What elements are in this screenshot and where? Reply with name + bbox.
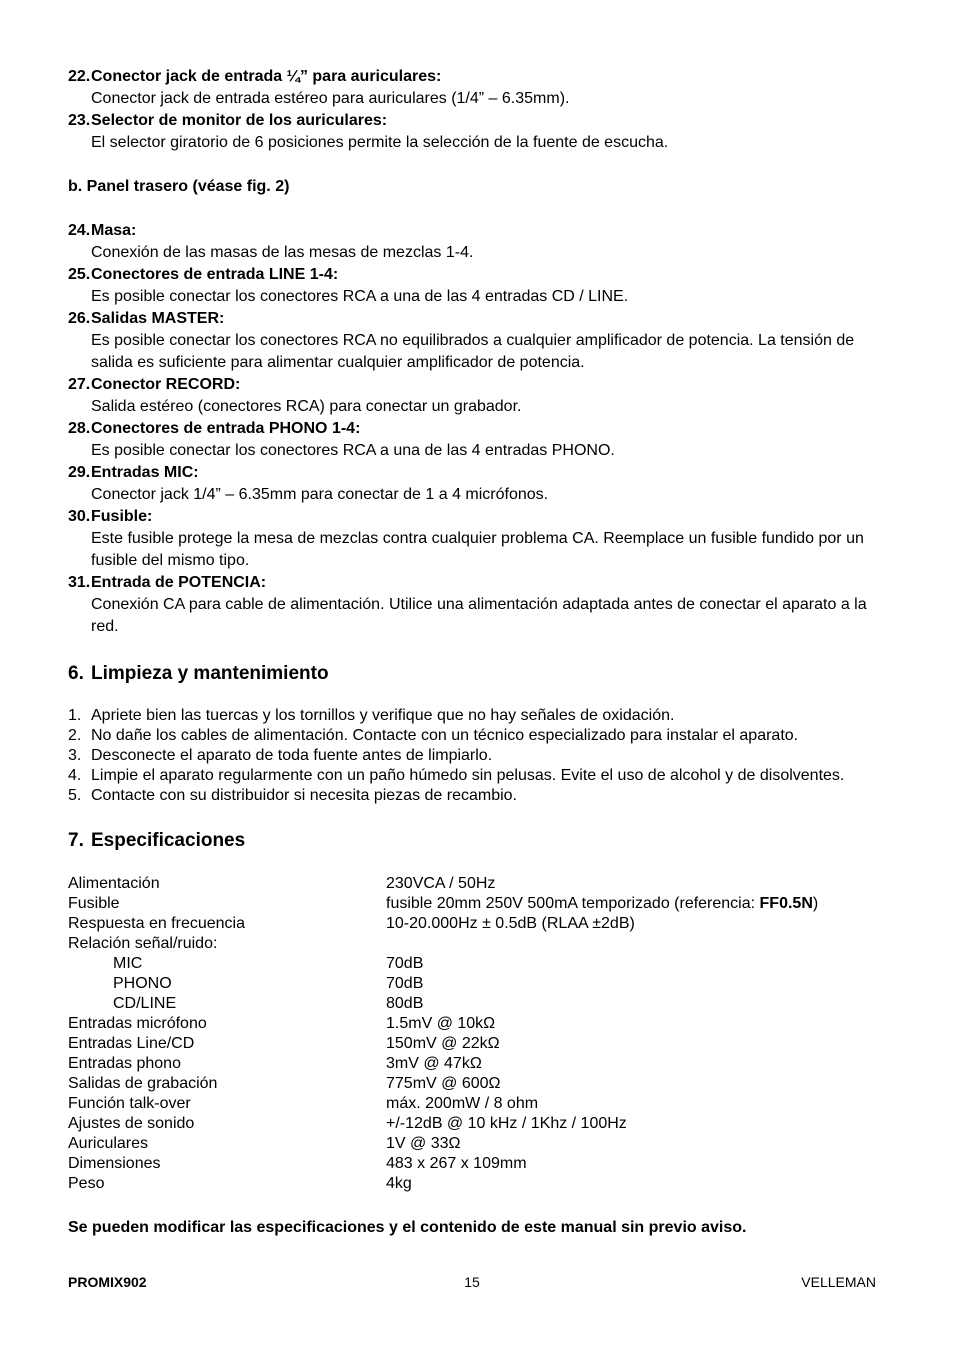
spec-value (386, 974, 423, 994)
spec-value-reference: FF0.5N (759, 895, 813, 912)
spec-row (68, 1174, 868, 1194)
spec-value (386, 994, 423, 1014)
item-number: 31. (68, 574, 91, 591)
item-heading (68, 110, 868, 132)
spec-label: Entradas micrófono (68, 1015, 207, 1032)
item-description: El selector giratorio de 6 posiciones permite la selección de la fuente de escucha. (91, 134, 669, 151)
item-number: 22. (68, 68, 91, 85)
spec-value-text: 4kg (386, 1175, 412, 1192)
spec-label: Auriculares (68, 1135, 149, 1152)
spec-value-text: 3mV @ 47kΩ (386, 1055, 482, 1072)
item-heading (68, 572, 868, 594)
list-item-number: 1. (68, 707, 82, 724)
item-heading (68, 220, 868, 242)
item-title: Selector de monitor de los auriculares: (91, 112, 388, 129)
cleaning-list (68, 706, 868, 806)
item-description: Salida estéreo (conectores RCA) para conectar un grabador. (91, 398, 522, 415)
section-title: Especificaciones (91, 830, 246, 851)
spec-value (386, 874, 495, 894)
item-number: 25. (68, 266, 91, 283)
spec-value-tail: ) (812, 895, 819, 912)
spec-label: Dimensiones (68, 1155, 161, 1172)
item-title: Conector jack de entrada ¼” para auriculares: (91, 68, 442, 85)
spec-value-text: 483 x 267 x 109mm (386, 1155, 527, 1172)
spec-row (68, 1074, 868, 1094)
list-item (68, 786, 868, 806)
spec-label: Salidas de grabación (68, 1075, 218, 1092)
section-heading-specifications (68, 829, 868, 853)
item-heading (68, 374, 868, 396)
spec-value (386, 1114, 627, 1134)
spec-label: Fusible (68, 895, 120, 912)
item-description: Conexión de las masas de las mesas de mezclas 1-4. (91, 244, 474, 261)
spec-label: Entradas phono (68, 1055, 181, 1072)
item-title: Entrada de POTENCIA: (91, 574, 267, 591)
spec-value (386, 1074, 500, 1094)
spec-row (68, 954, 868, 974)
item-title: Masa: (91, 222, 137, 239)
item-number: 29. (68, 464, 91, 481)
list-item (68, 746, 868, 766)
spec-row (68, 874, 868, 894)
spec-table (68, 874, 868, 1194)
footer-model: PROMIX902 (68, 1274, 147, 1290)
spec-value (386, 1054, 482, 1074)
spec-row (68, 934, 868, 954)
spec-row (68, 994, 868, 1014)
item-title: Salidas MASTER: (91, 310, 225, 327)
item-heading (68, 462, 868, 484)
footer-brand: VELLEMAN (801, 1274, 876, 1290)
spec-value-text: 70dB (386, 975, 424, 992)
item-description: Conexión CA para cable de alimentación. Utilice una alimentación adaptada antes de conectar el aparato a la red. (91, 596, 867, 635)
rear-panel-items (68, 220, 868, 638)
spec-value (386, 894, 818, 914)
list-item (68, 766, 868, 786)
spec-value (386, 1154, 527, 1174)
spec-value (386, 1034, 500, 1054)
list-item-text: Limpie el aparato regularmente con un paño húmedo sin pelusas. Evite el uso de alcohol y de disolventes. (91, 767, 845, 784)
item-number: 24. (68, 222, 91, 239)
list-item-text: No dañe los cables de alimentación. Contacte con un técnico especializado para instalar el aparato. (91, 727, 799, 744)
item-description: Es posible conectar los conectores RCA a una de las 4 entradas PHONO. (91, 442, 615, 459)
section-heading-cleaning (68, 662, 868, 686)
front-panel-items (68, 66, 868, 154)
spec-row (68, 1034, 868, 1054)
list-item-number: 2. (68, 727, 82, 744)
spec-row (68, 1054, 868, 1074)
spec-value-text: 80dB (386, 995, 424, 1012)
item-description: Conector jack de entrada estéreo para auriculares (1/4” – 6.35mm). (91, 90, 570, 107)
spec-row (68, 1134, 868, 1154)
spec-label: CD/LINE (113, 995, 177, 1012)
item-description: Conector jack 1/4” – 6.35mm para conectar de 1 a 4 micrófonos. (91, 486, 549, 503)
spec-label: Ajustes de sonido (68, 1115, 195, 1132)
item-description: Es posible conectar los conectores RCA a una de las 4 entradas CD / LINE. (91, 288, 629, 305)
item-number: 27. (68, 376, 91, 393)
spec-value-text: 775mV @ 600Ω (386, 1075, 501, 1092)
section-number: 7. (68, 830, 84, 851)
manual-page (68, 66, 868, 1238)
item-number: 30. (68, 508, 91, 525)
spec-row (68, 1094, 868, 1114)
item-heading (68, 66, 868, 88)
list-item (68, 706, 868, 726)
spec-value-text: fusible 20mm 250V 500mA temporizado (referencia: (386, 895, 760, 912)
item-title: Conector RECORD: (91, 376, 241, 393)
spec-row (68, 1154, 868, 1174)
spec-value-text: 230VCA / 50Hz (386, 875, 496, 892)
spec-value (386, 1134, 460, 1154)
item-title: Fusible: (91, 508, 153, 525)
list-item-text: Apriete bien las tuercas y los tornillos y verifique que no hay señales de oxidación. (91, 707, 675, 724)
list-item-text: Contacte con su distribuidor si necesita piezas de recambio. (91, 787, 517, 804)
spec-value-text: 150mV @ 22kΩ (386, 1035, 500, 1052)
spec-value-text: 70dB (386, 955, 424, 972)
spec-row (68, 974, 868, 994)
list-item-text: Desconecte el aparato de toda fuente antes de limpiarlo. (91, 747, 493, 764)
spec-value (386, 1094, 538, 1114)
item-number: 28. (68, 420, 91, 437)
item-heading (68, 418, 868, 440)
subsection-rear-panel-heading: b. Panel trasero (véase fig. 2) (68, 178, 290, 195)
item-heading (68, 308, 868, 330)
item-number: 26. (68, 310, 91, 327)
spec-value (386, 1014, 495, 1034)
item-description: Este fusible protege la mesa de mezclas contra cualquier problema CA. Reemplace un fusible fundido por un fusible del mismo tipo. (91, 530, 864, 569)
spec-label: Respuesta en frecuencia (68, 915, 245, 932)
spec-row (68, 1114, 868, 1134)
section-title: Limpieza y mantenimiento (91, 663, 329, 684)
item-title: Conectores de entrada LINE 1-4: (91, 266, 339, 283)
item-title: Entradas MIC: (91, 464, 199, 481)
item-description: Es posible conectar los conectores RCA no equilibrados a cualquier amplificador de potencia. La tensión de salida es suficiente para alimentar cualquier amplificador de potencia. (91, 332, 855, 371)
item-title: Conectores de entrada PHONO 1-4: (91, 420, 361, 437)
spec-label: Entradas Line/CD (68, 1035, 195, 1052)
spec-row (68, 894, 868, 914)
item-number: 23. (68, 112, 91, 129)
spec-value-text: 1V @ 33Ω (386, 1135, 461, 1152)
spec-value-text: 1.5mV @ 10kΩ (386, 1015, 496, 1032)
spec-value-text: 10-20.000Hz ± 0.5dB (RLAA ±2dB) (386, 915, 635, 932)
spec-row (68, 914, 868, 934)
spec-label: Peso (68, 1175, 105, 1192)
spec-label: Función talk-over (68, 1095, 191, 1112)
footer-page-number: 15 (464, 1274, 480, 1290)
item-heading (68, 506, 868, 528)
spec-value (386, 914, 635, 934)
spec-value (386, 1174, 412, 1194)
list-item (68, 726, 868, 746)
item-heading (68, 264, 868, 286)
list-item-number: 5. (68, 787, 82, 804)
change-notice: Se pueden modificar las especificaciones y el contenido de este manual sin previo aviso. (68, 1219, 747, 1236)
page-footer (68, 1274, 876, 1290)
section-cleaning (68, 662, 868, 806)
spec-label: PHONO (113, 975, 172, 992)
spec-value (386, 954, 423, 974)
spec-label: MIC (113, 955, 143, 972)
spec-value-text: +/-12dB @ 10 kHz / 1Khz / 100Hz (386, 1115, 627, 1132)
section-specifications (68, 829, 868, 1194)
spec-label: Relación señal/ruido: (68, 935, 218, 952)
spec-label: Alimentación (68, 875, 160, 892)
spec-value-text: máx. 200mW / 8 ohm (386, 1095, 539, 1112)
section-number: 6. (68, 663, 84, 684)
list-item-number: 4. (68, 767, 82, 784)
list-item-number: 3. (68, 747, 82, 764)
spec-row (68, 1014, 868, 1034)
